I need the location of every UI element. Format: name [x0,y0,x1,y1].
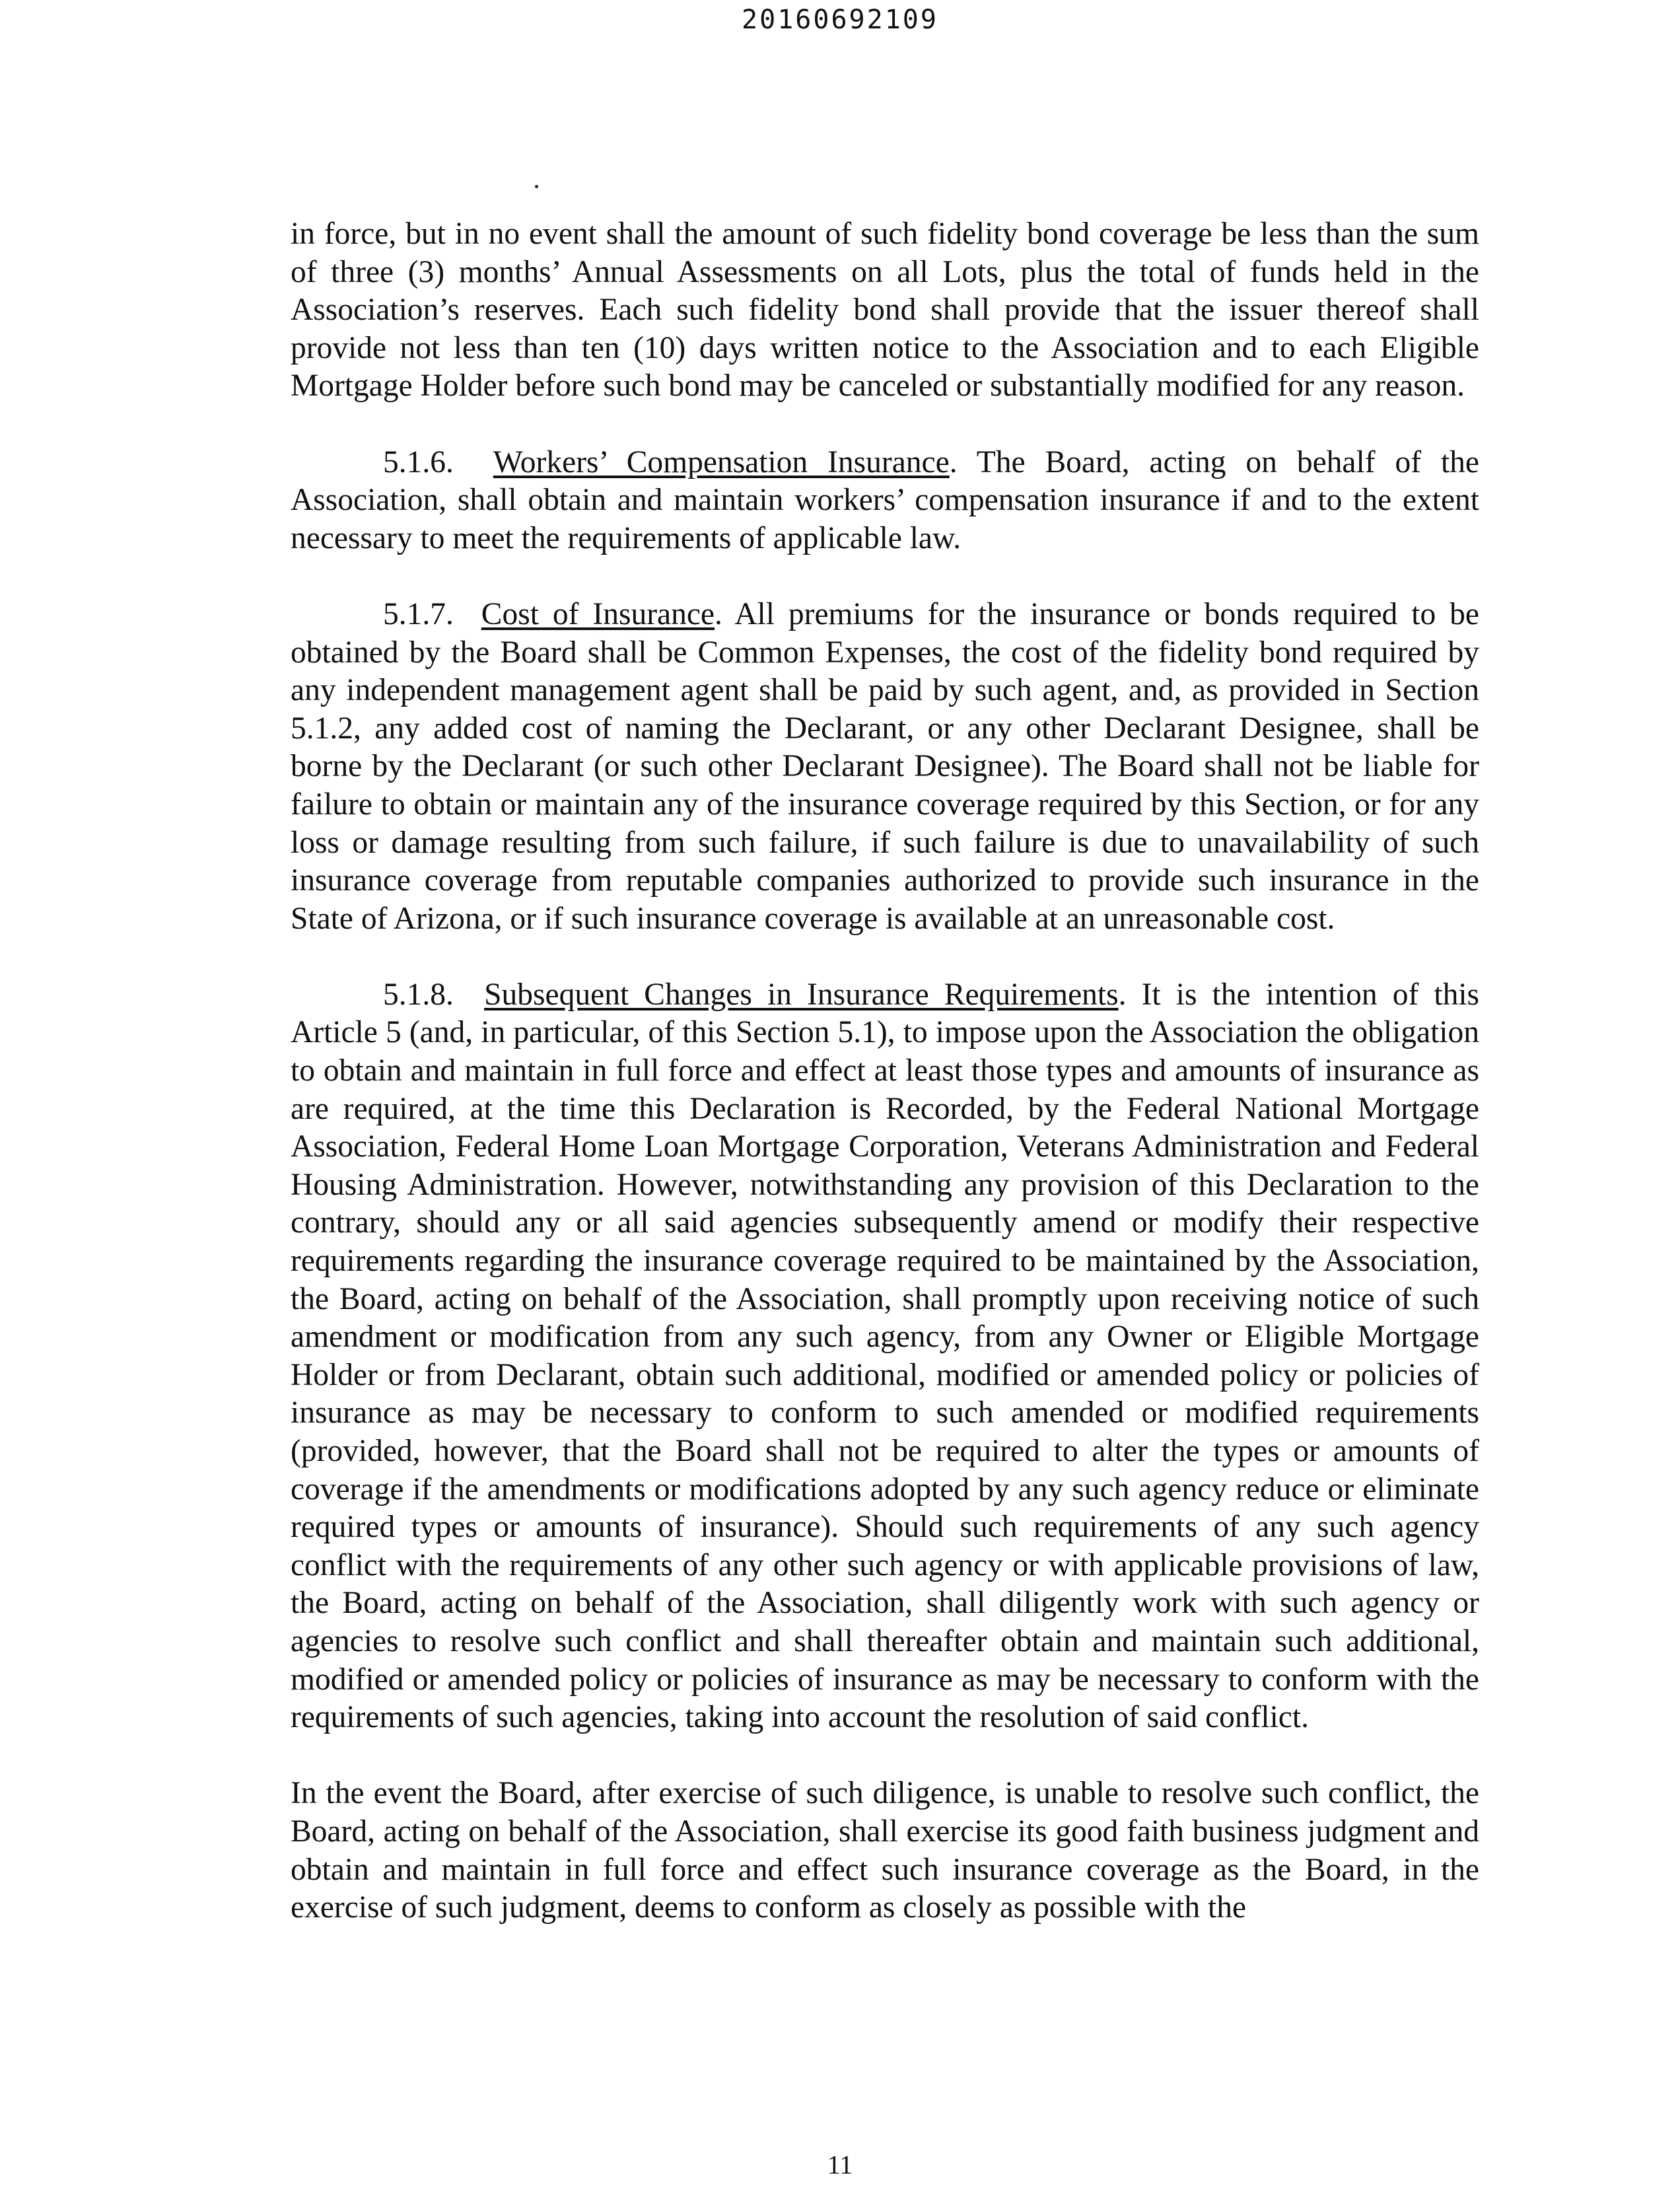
section-text: . All premiums for the insurance or bonds required to be obtained by the Board shall be Common Expenses, the cost of the fidelity bond required by any independent management agent shall be paid by such agent, and, as provided in Section 5.1.2, any added cost of naming the Declarant, or any other Declarant Designee, shall be borne by the Declarant (or such other Declarant Designee). The Board shall not be liable for failure to obtain or maintain any of the insurance coverage required by this Section, or for any loss or damage resulting from such failure, if such failure is due to unavailability of such insurance coverage from reputable companies authorized to provide such insurance in the State of Arizona, or if such insurance coverage is available at an unreasonable cost. [291,596,1479,936]
section-5-1-7 [291,596,1479,938]
recording-number: 20160692109 [742,5,938,35]
page-number: 11 [827,2150,853,2180]
section-heading: Workers’ Compensation Insurance [493,444,950,479]
section-text: . It is the intention of this Article 5 (and, in particular, of this Section 5.1), to impose upon the Association the obligation to obtain and maintain in full force and effect at least those types and amounts of insurance as are required, at the time this Declaration is Recorded, by the Federal National Mortgage Association, Federal Home Loan Mortgage Corporation, Veterans Administration and Federal Housing Administration. However, notwithstanding any provision of this Declaration to the contrary, should any or all said agencies subsequently amend or modify their respective requirements regarding the insurance coverage required to be maintained by the Association, the Board, acting on behalf of the Association, shall promptly upon receiving notice of such amendment or modification from any such agency, from any Owner or Eligible Mortgage Holder or from Declarant, obtain such additional, modified or amended policy or policies of insurance as may be necessary to conform to such amended or modified requirements (provided, however, that the Board shall not be required to alter the types or amounts of coverage if the amendments or modifications adopted by any such agency reduce or eliminate required types or amounts of insurance). Should such requirements of any such agency conflict with the requirements of any other such agency or with applicable provisions of law, the Board, acting on behalf of the Association, shall diligently work with such agency or agencies to resolve such conflict and shall thereafter obtain and maintain such additional, modified or amended policy or policies of insurance as may be necessary to conform with the requirements of such agencies, taking into account the resolution of said conflict. [291,977,1480,1735]
scan-speck [535,185,538,188]
section-text: . The Board, acting on behalf of the Association, shall obtain and maintain workers’ compensation insurance if and to the extent necessary to meet the requirements of applicable law. [291,444,1479,555]
section-5-1-6 [291,444,1479,558]
section-number: 5.1.6. [383,444,454,479]
continued-paragraph: in force, but in no event shall the amount of such fidelity bond coverage be less than the sum of three (3) months’ Annual Assessments on all Lots, plus the total of funds held in the Association’s reserves. Each such fidelity bond shall provide that the issuer thereof shall provide not less than ten (10) days written notice to the Association and to each Eligible Mortgage Holder before such bond may be canceled or substantially modified for any reason. [291,217,1479,404]
section-heading: Cost of Insurance [481,596,715,631]
section-heading: Subsequent Changes in Insurance Requirements [484,977,1119,1012]
document-body [291,215,1479,1965]
closing-paragraph: In the event the Board, after exercise of such diligence, is unable to resolve such conflict, the Board, acting on behalf of the Association, shall exercise its good faith business judgment and obtain and maintain in full force and effect such insurance coverage as the Board, in the exercise of such judgment, deems to conform as closely as possible with the [291,1776,1479,1925]
section-number: 5.1.8. [383,977,454,1012]
section-number: 5.1.7. [383,596,454,631]
section-5-1-8 [291,976,1479,1737]
